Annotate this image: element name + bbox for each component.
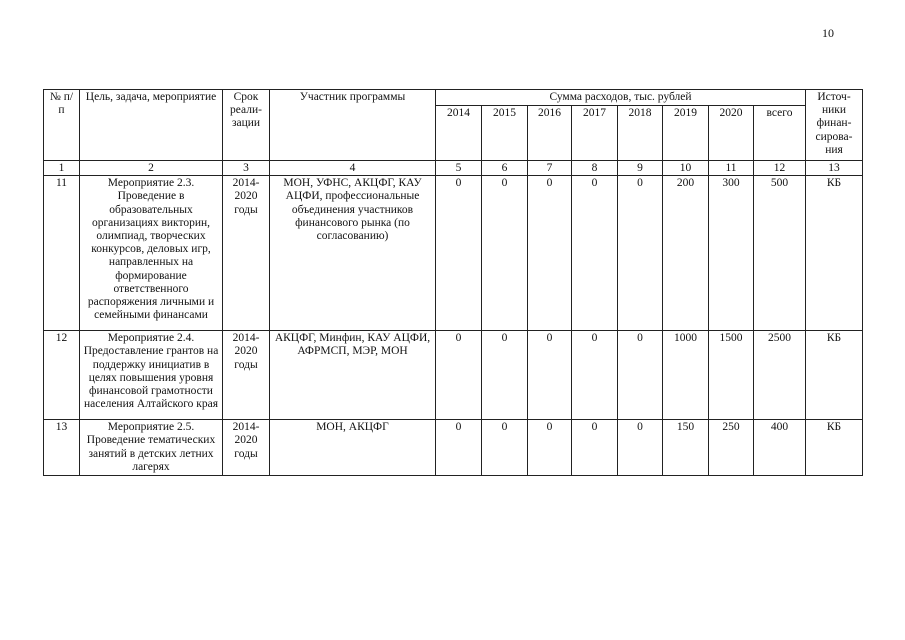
header-num: № п/п bbox=[44, 90, 80, 161]
row-participant: АКЦФГ, Минфин, КАУ АЦФИ, АФРМСП, МЭР, МОН bbox=[270, 331, 436, 420]
row-value: 0 bbox=[618, 420, 663, 476]
row-value: 200 bbox=[663, 176, 709, 331]
row-num: 11 bbox=[44, 176, 80, 331]
row-value: 0 bbox=[436, 176, 482, 331]
column-number: 5 bbox=[436, 161, 482, 176]
header-year: 2017 bbox=[572, 106, 618, 161]
column-number: 6 bbox=[482, 161, 528, 176]
row-value: 0 bbox=[482, 176, 528, 331]
header-source: Источ-ники финан-сирова-ния bbox=[806, 90, 863, 161]
column-number: 1 bbox=[44, 161, 80, 176]
column-number: 7 bbox=[528, 161, 572, 176]
table-row bbox=[44, 331, 863, 420]
row-value: 0 bbox=[572, 420, 618, 476]
header-year: 2018 bbox=[618, 106, 663, 161]
column-number: 3 bbox=[223, 161, 270, 176]
header-year: 2015 bbox=[482, 106, 528, 161]
row-value: 0 bbox=[528, 331, 572, 420]
row-num: 12 bbox=[44, 331, 80, 420]
table-row bbox=[44, 420, 863, 476]
header-year: 2016 bbox=[528, 106, 572, 161]
header-row bbox=[44, 90, 863, 106]
header-term: Срок реали-зации bbox=[223, 90, 270, 161]
row-term: 2014-2020 годы bbox=[223, 176, 270, 331]
row-value: 0 bbox=[618, 176, 663, 331]
header-sum: Сумма расходов, тыс. рублей bbox=[436, 90, 806, 106]
row-value: 0 bbox=[572, 176, 618, 331]
header-total: всего bbox=[754, 106, 806, 161]
row-num: 13 bbox=[44, 420, 80, 476]
table-row bbox=[44, 176, 863, 331]
row-term: 2014-2020 годы bbox=[223, 420, 270, 476]
row-value: 1500 bbox=[709, 331, 754, 420]
row-goal: Мероприятие 2.4. Предоставление грантов на поддержку инициатив в целях повышения уровня финансовой грамотности населения Алтайского края bbox=[80, 331, 223, 420]
row-value: 0 bbox=[572, 331, 618, 420]
column-numbers-row bbox=[44, 161, 863, 176]
row-value: 0 bbox=[436, 420, 482, 476]
column-number: 13 bbox=[806, 161, 863, 176]
row-source: КБ bbox=[806, 331, 863, 420]
page-number: 10 bbox=[822, 26, 834, 40]
row-participant: МОН, УФНС, АКЦФГ, КАУ АЦФИ, профессиональные объединения участников финансового рынка (по согласованию) bbox=[270, 176, 436, 331]
header-year: 2014 bbox=[436, 106, 482, 161]
column-number: 8 bbox=[572, 161, 618, 176]
row-value: 0 bbox=[482, 420, 528, 476]
row-source: КБ bbox=[806, 176, 863, 331]
row-value: 0 bbox=[528, 420, 572, 476]
row-value: 0 bbox=[528, 176, 572, 331]
column-number: 10 bbox=[663, 161, 709, 176]
column-number: 9 bbox=[618, 161, 663, 176]
header-year: 2019 bbox=[663, 106, 709, 161]
row-total: 400 bbox=[754, 420, 806, 476]
column-number: 11 bbox=[709, 161, 754, 176]
row-goal: Мероприятие 2.5. Проведение тематических занятий в детских летних лагерях bbox=[80, 420, 223, 476]
row-goal: Мероприятие 2.3. Проведение в образовательных организациях викторин, олимпиад, творческих конкурсов, деловых игр, направленных на формирование ответственного распоряжения личными и семейными финансами bbox=[80, 176, 223, 331]
header-goal: Цель, задача, мероприятие bbox=[80, 90, 223, 161]
row-term: 2014-2020 годы bbox=[223, 331, 270, 420]
row-value: 0 bbox=[436, 331, 482, 420]
column-number: 12 bbox=[754, 161, 806, 176]
budget-table bbox=[43, 89, 863, 476]
column-number: 2 bbox=[80, 161, 223, 176]
header-participant: Участник программы bbox=[270, 90, 436, 161]
row-value: 0 bbox=[482, 331, 528, 420]
header-year: 2020 bbox=[709, 106, 754, 161]
row-total: 500 bbox=[754, 176, 806, 331]
row-value: 150 bbox=[663, 420, 709, 476]
row-value: 250 bbox=[709, 420, 754, 476]
row-value: 300 bbox=[709, 176, 754, 331]
row-source: КБ bbox=[806, 420, 863, 476]
row-total: 2500 bbox=[754, 331, 806, 420]
row-value: 1000 bbox=[663, 331, 709, 420]
row-participant: МОН, АКЦФГ bbox=[270, 420, 436, 476]
row-value: 0 bbox=[618, 331, 663, 420]
column-number: 4 bbox=[270, 161, 436, 176]
